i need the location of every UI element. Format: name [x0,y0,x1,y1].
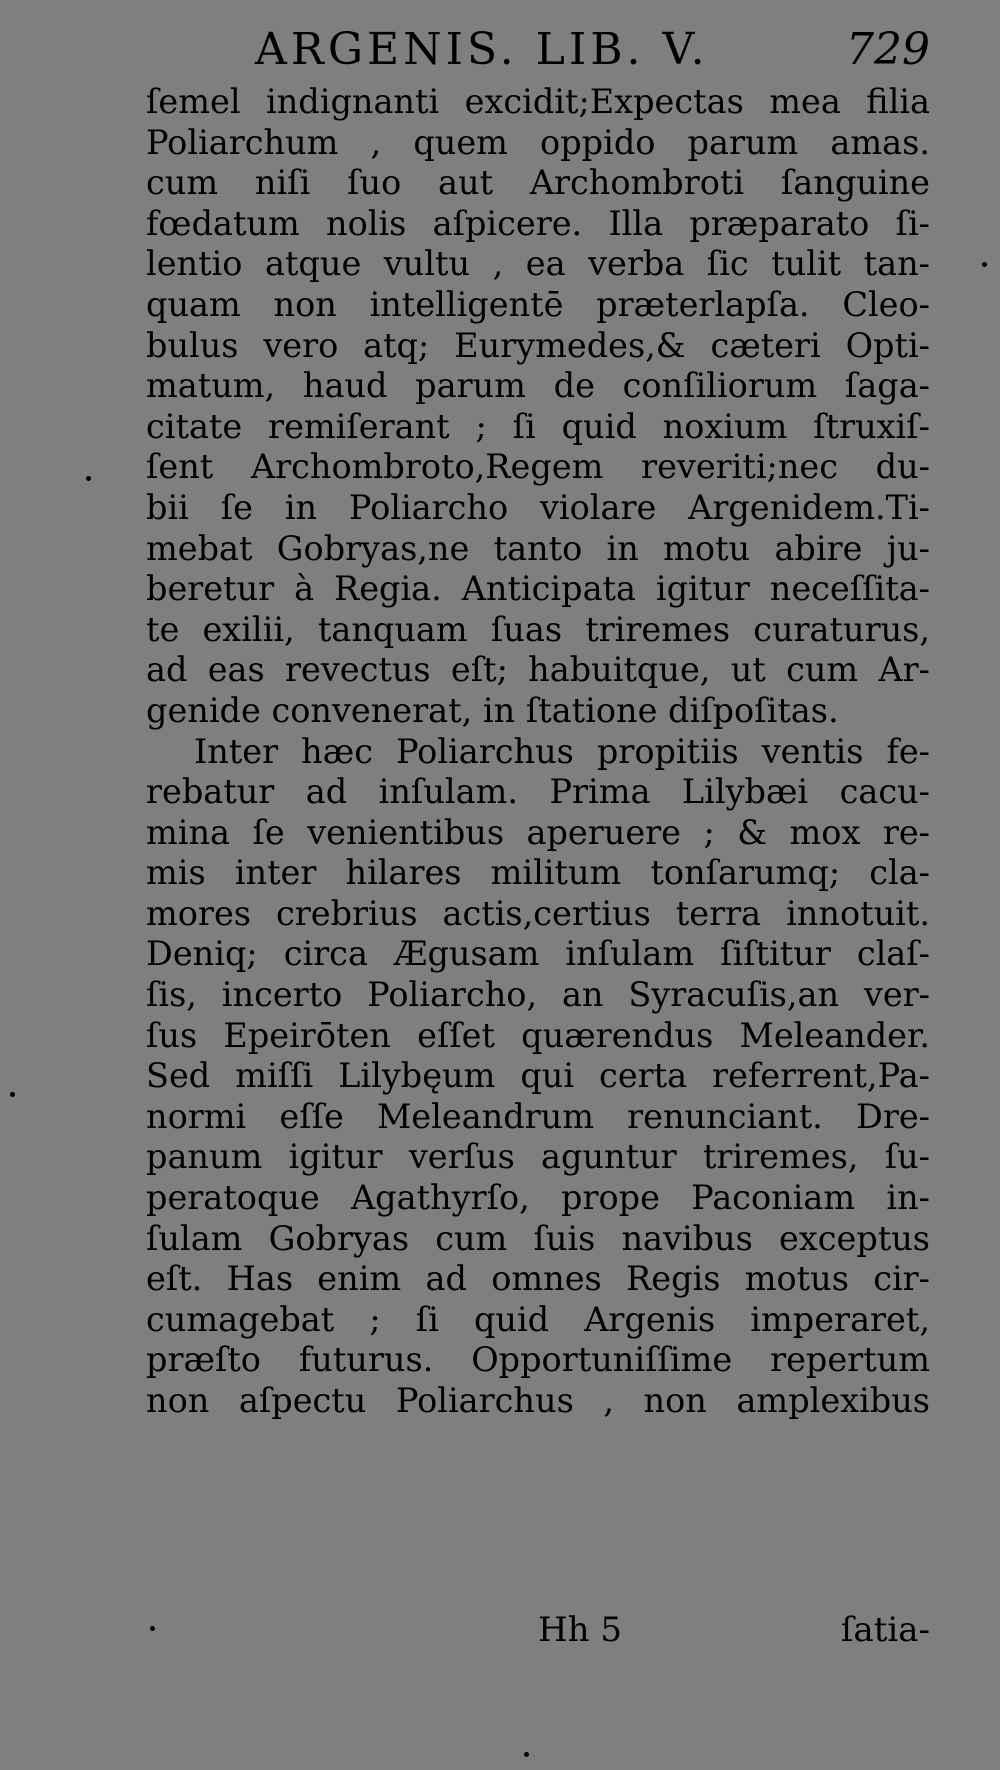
ink-speck [982,262,987,267]
text-line: matum, haud parum de conſiliorum ſaga- [146,366,930,406]
text-line: ſus Epeirōten eſſet quærendus Meleander. [146,1015,930,1055]
text-line: normi eſſe Meleandrum renunciant. Dre- [146,1096,930,1136]
ink-speck [524,1752,529,1757]
body-text [146,82,930,1422]
text-line: bulus vero atq; Eurymedes,& cæteri Opti- [146,325,930,365]
text-line: peratoque Agathyrſo, prope Paconiam in- [146,1178,930,1218]
text-line: Sed miſſi Lilybęum qui certa referrent,Pa- [146,1056,930,1096]
ink-speck [86,476,91,481]
paragraph-first-line: Inter hæc Poliarchus propitiis ventis fe- [194,731,930,771]
text-line: fœdatum nolis aſpicere. Illa præparato ſi- [146,203,930,243]
ink-speck [10,1092,15,1097]
text-line: citate remiſerant ; ſi quid noxium ſtruxiſ- [146,406,930,446]
text-line: mebat Gobryas,ne tanto in motu abire ju- [146,528,930,568]
running-head-title: ARGENIS. LIB. V. [255,24,709,75]
text-line: mis inter hilares militum tonſarumq; cla- [146,853,930,893]
catchword: ſatia- [840,1610,930,1650]
text-line: mores crebrius actis,certius terra innotuit. [146,893,930,933]
signature-mark: Hh 5 [538,1610,622,1650]
text-line: eſt. Has enim ad omnes Regis motus cir- [146,1259,930,1299]
ink-speck [150,1626,155,1631]
text-line: bii ſe in Poliarcho violare Argenidem.Ti- [146,487,930,527]
paragraph-last-line: genide convenerat, in ſtatione diſpoſitas. [146,690,839,730]
text-line: te exilii, tanquam ſuas triremes curaturus, [146,609,930,649]
page-number: 729 [846,24,930,75]
page-footer [146,1606,930,1654]
text-line: lentio atque vultu , ea verba ſic tulit tan- [146,244,930,284]
text-line: Deniq; circa Ægusam inſulam ſiſtitur claſ- [146,934,930,974]
text-line: ſemel indignanti excidit;Expectas mea filia [146,82,930,121]
text-line: quam non intelligentē præterlapſa. Cleo- [146,284,930,324]
text-line: ſulam Gobryas cum ſuis navibus exceptus [146,1218,930,1258]
text-line: cum niſi ſuo aut Archombroti ſanguine [146,163,930,203]
text-line: beretur à Regia. Anticipata igitur neceſſita- [146,569,930,609]
running-head [150,20,930,80]
text-line: panum igitur verſus aguntur triremes, ſu- [146,1137,930,1177]
text-line: Poliarchum , quem oppido parum amas. [146,122,930,162]
text-line: ſis, incerto Poliarcho, an Syracuſis,an ver- [146,975,930,1015]
text-line: non aſpectu Poliarchus , non amplexibus [146,1381,930,1420]
text-line: rebatur ad inſulam. Prima Lilybæi cacu- [146,772,930,812]
text-line: mina ſe venientibus aperuere ; & mox re- [146,812,930,852]
text-line: ſent Archombroto,Regem reveriti;nec du- [146,447,930,487]
text-line: præſto futurus. Opportuniſſime repertum [146,1340,930,1380]
text-line: cumagebat ; ſi quid Argenis imperaret, [146,1299,930,1339]
text-line: ad eas revectus eſt; habuitque, ut cum Ar- [146,650,930,690]
